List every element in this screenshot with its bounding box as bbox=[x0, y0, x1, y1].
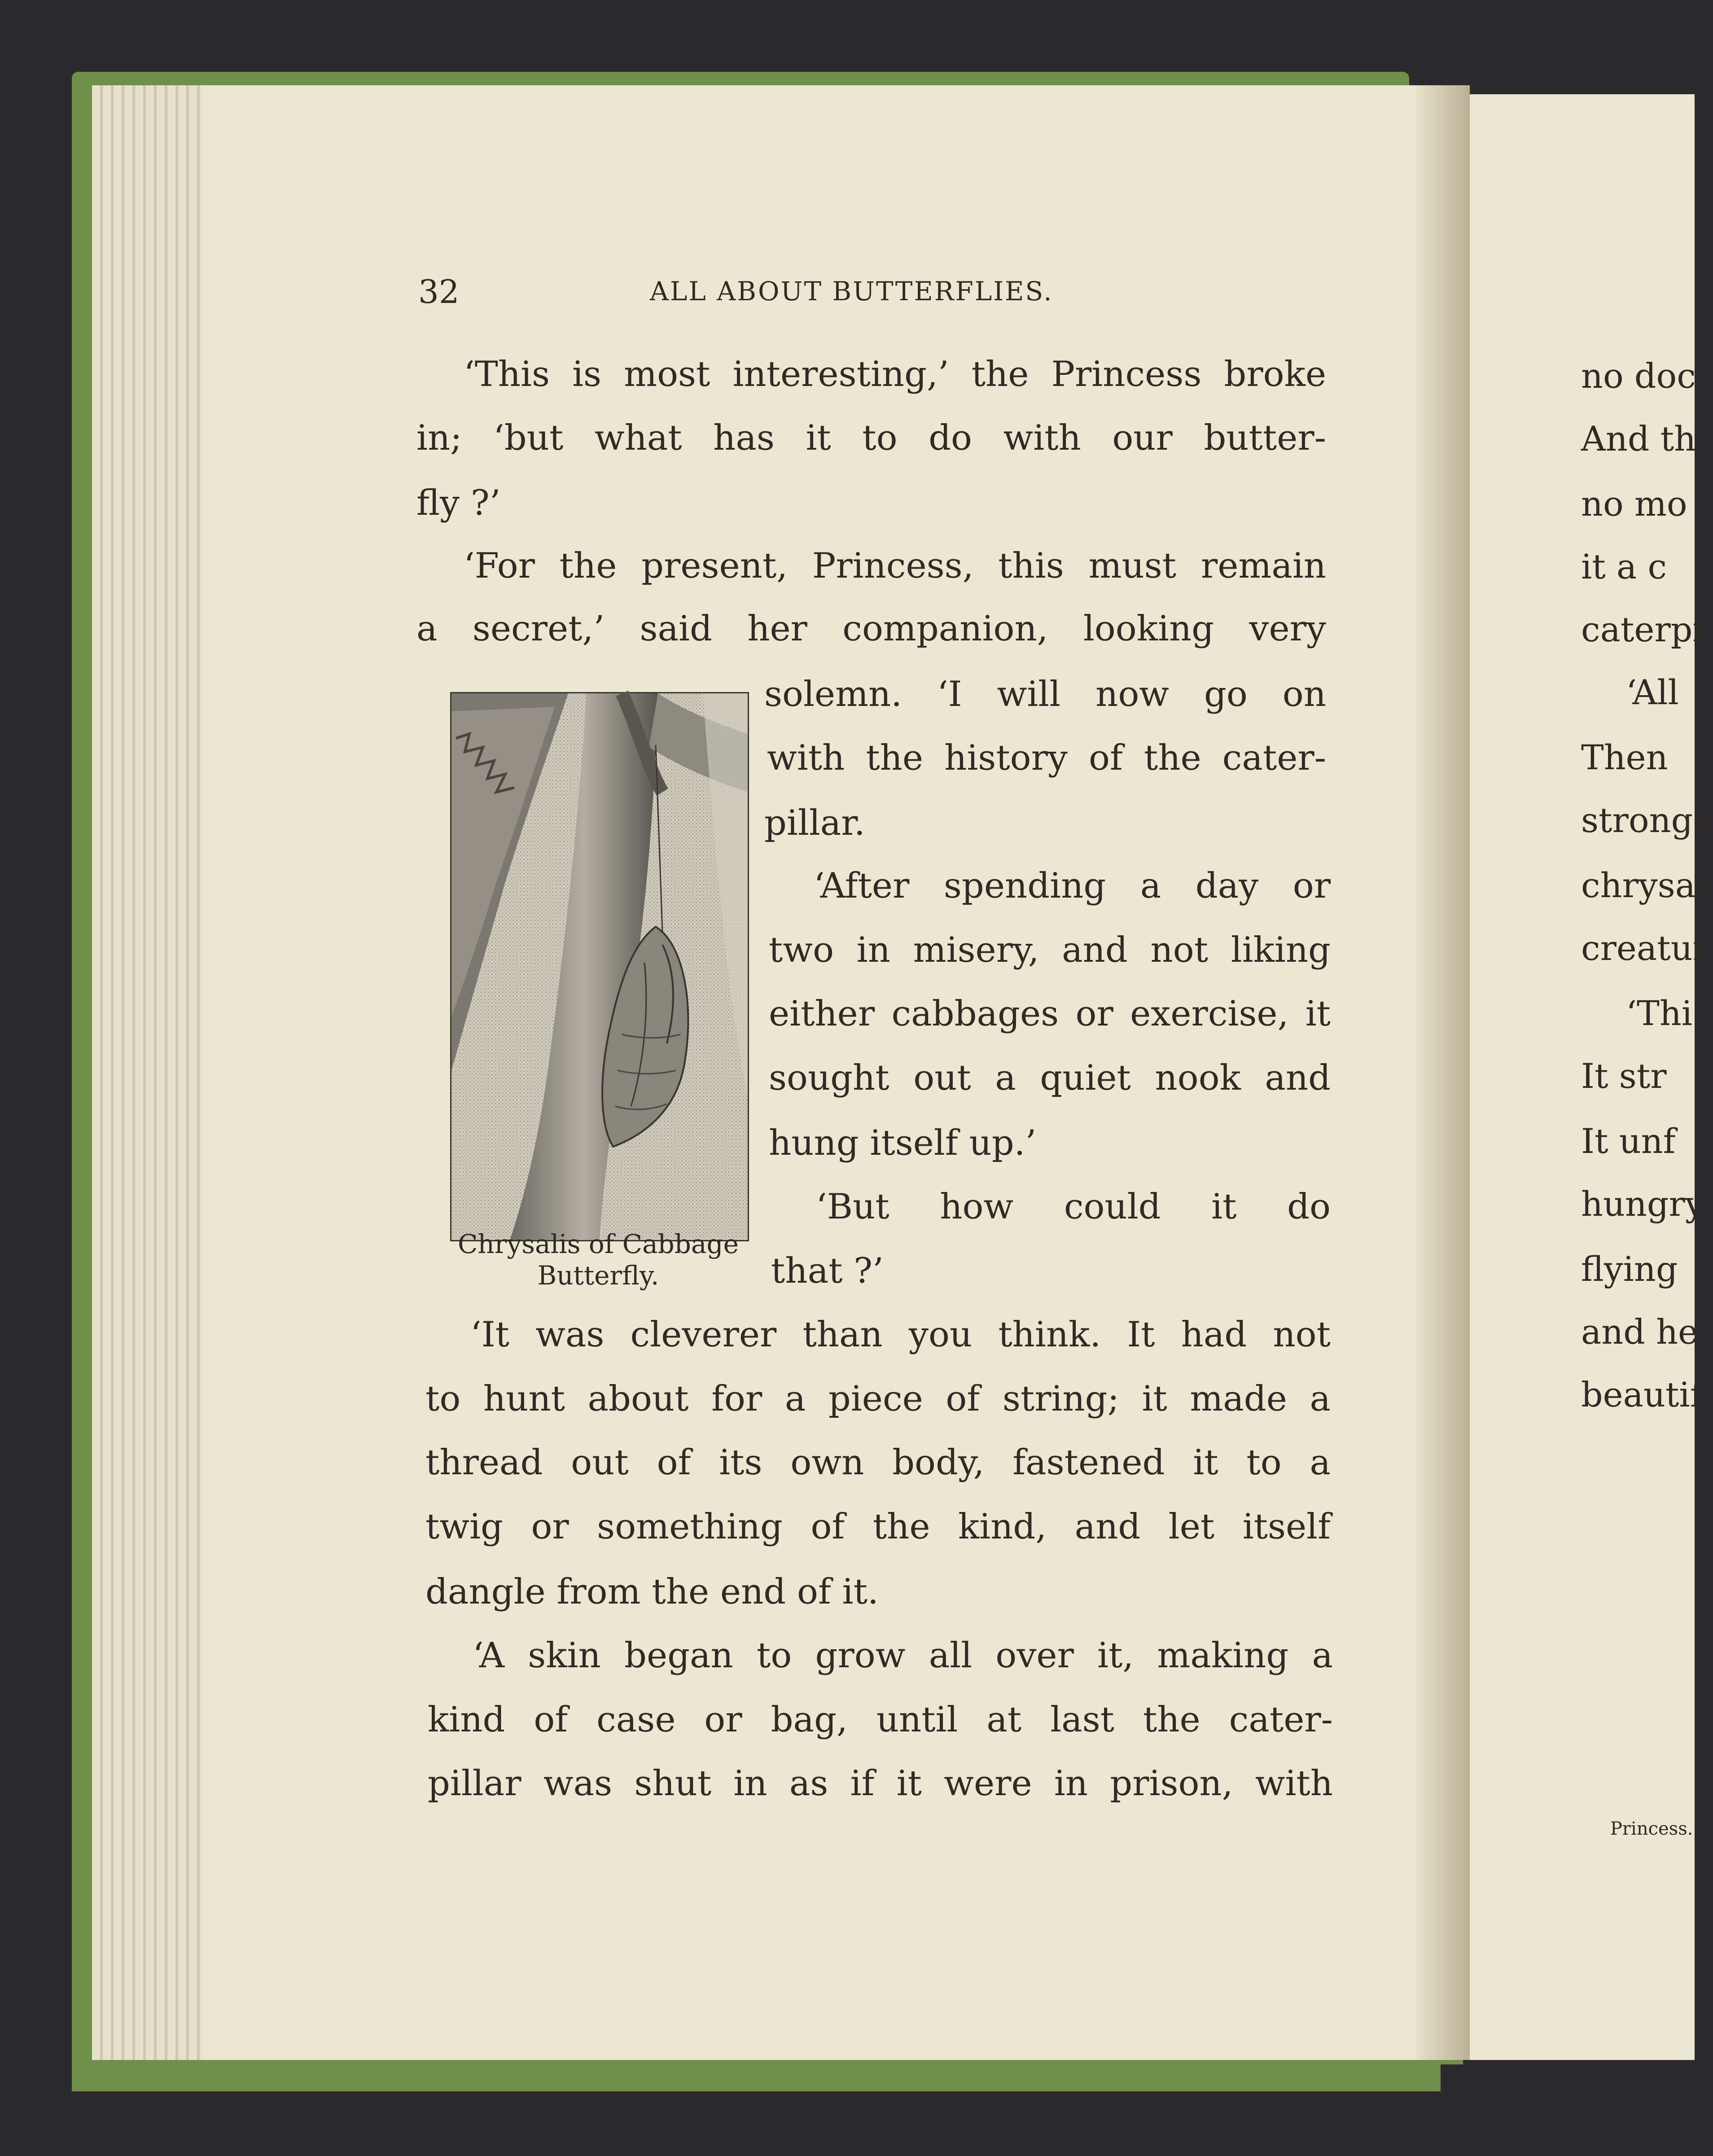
right-page-line: Then bbox=[1581, 737, 1668, 777]
figure-caption bbox=[441, 1229, 755, 1291]
body-line: ‘It was cleverer than you think. It had not bbox=[470, 1315, 1331, 1355]
body-line: ‘After spending a day or bbox=[814, 866, 1331, 906]
right-page-line: no doc bbox=[1581, 356, 1696, 396]
body-line: kind of case or bag, until at last the cater- bbox=[428, 1700, 1333, 1740]
body-line: pillar was shut in as if it were in prison, with bbox=[428, 1763, 1333, 1804]
right-page-line: it a c bbox=[1581, 547, 1667, 587]
body-line: twig or something of the kind, and let itself bbox=[425, 1507, 1331, 1547]
right-page-line: beautif bbox=[1581, 1375, 1703, 1415]
book-gutter bbox=[1416, 85, 1470, 2060]
body-line: either cabbages or exercise, it bbox=[769, 994, 1331, 1034]
right-page-line: and he bbox=[1581, 1312, 1698, 1352]
right-page-line: caterpi bbox=[1581, 609, 1704, 649]
page-number: 32 bbox=[418, 273, 460, 311]
body-line: thread out of its own body, fastened it to a bbox=[425, 1442, 1331, 1483]
right-page-line: creatur bbox=[1581, 928, 1709, 968]
body-line: ‘This is most interesting,’ the Princess broke bbox=[464, 354, 1326, 394]
body-line: solemn. ‘I will now go on bbox=[764, 674, 1326, 714]
right-page-line: hungry bbox=[1581, 1184, 1704, 1224]
chrysalis-illustration bbox=[450, 692, 749, 1241]
right-page-line: chrysal bbox=[1581, 865, 1707, 905]
background-corner bbox=[1441, 2064, 1695, 2156]
body-line: to hunt about for a piece of string; it made a bbox=[425, 1379, 1331, 1419]
right-page-line: stronge bbox=[1581, 800, 1713, 840]
caption-line: Butterfly. bbox=[537, 1260, 659, 1291]
body-line: that ?’ bbox=[771, 1251, 884, 1291]
right-page-line: It str bbox=[1581, 1056, 1667, 1096]
running-header: ALL ABOUT BUTTERFLIES. bbox=[650, 276, 1053, 307]
right-page-line: And th bbox=[1581, 419, 1696, 459]
right-page-line: flying bbox=[1581, 1249, 1678, 1289]
body-line: ‘A skin began to grow all over it, making a bbox=[473, 1635, 1333, 1676]
body-line: fly ?’ bbox=[416, 483, 501, 523]
body-line: a secret,’ said her companion, looking very bbox=[416, 609, 1326, 649]
body-line: two in misery, and not liking bbox=[769, 930, 1331, 970]
body-line: dangle from the end of it. bbox=[425, 1572, 879, 1612]
right-page-line: It unf bbox=[1581, 1121, 1676, 1161]
body-line: in; ‘but what has it to do with our butter- bbox=[416, 418, 1326, 458]
right-page-footnote: Princess. bbox=[1610, 1819, 1693, 1839]
body-line: with the history of the cater- bbox=[767, 738, 1326, 778]
caption-line: Chrysalis of Cabbage bbox=[458, 1229, 739, 1259]
right-page-line: ‘Thi bbox=[1626, 993, 1693, 1033]
body-line: hung itself up.’ bbox=[769, 1123, 1037, 1163]
right-page-line: no mo bbox=[1581, 484, 1687, 524]
body-line: ‘For the present, Princess, this must remain bbox=[464, 546, 1326, 586]
body-line: ‘But how could it do bbox=[816, 1187, 1331, 1227]
right-page-line: ‘All bbox=[1626, 672, 1679, 712]
body-line: pillar. bbox=[764, 803, 865, 843]
body-line: sought out a quiet nook and bbox=[769, 1058, 1331, 1098]
